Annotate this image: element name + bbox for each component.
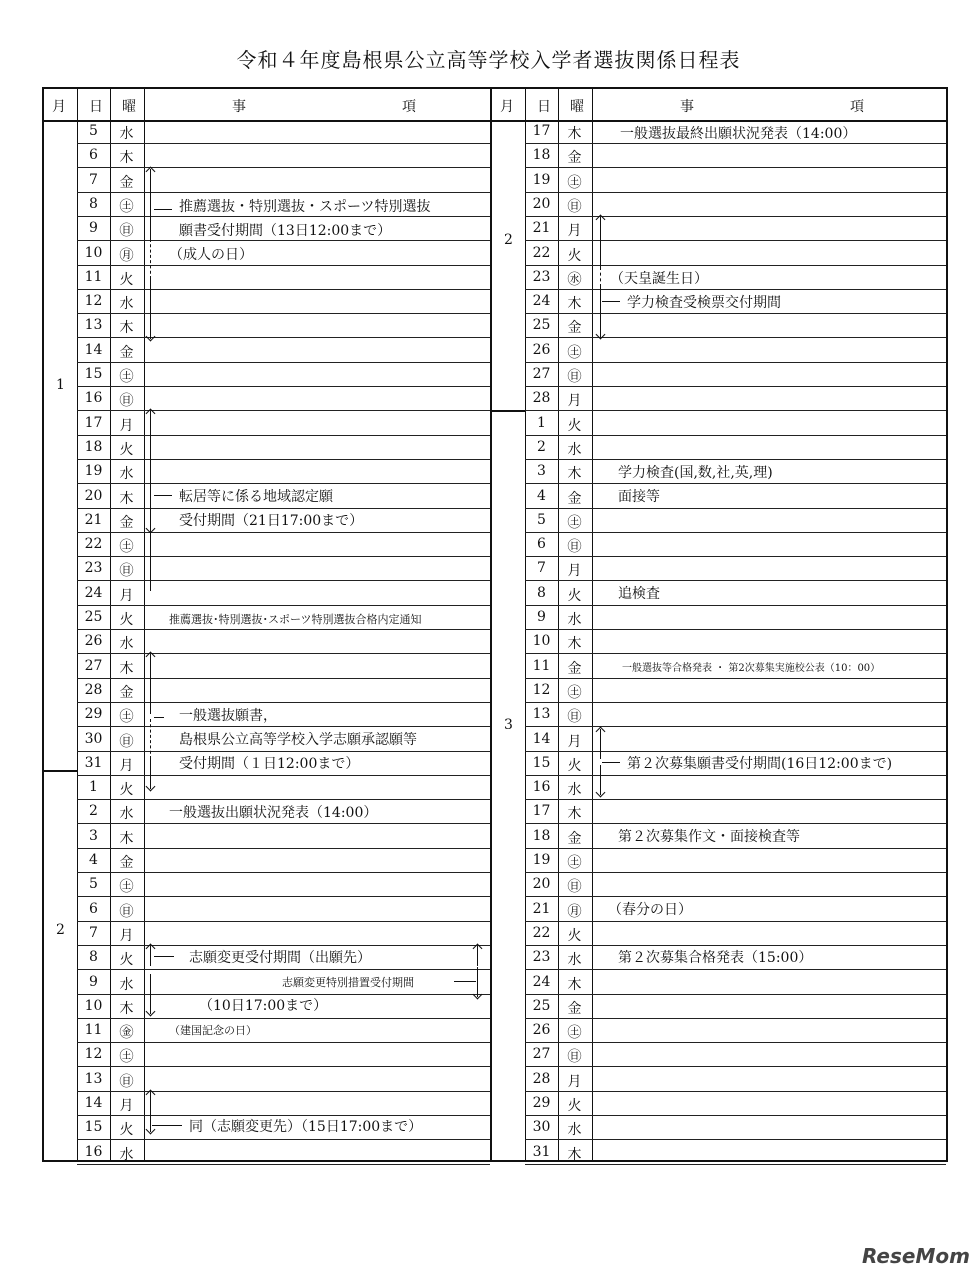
event-text: （成人の日） [169, 247, 253, 263]
weekday-cell: 水 [119, 636, 134, 653]
weekday-cell: ㊐ [567, 879, 582, 896]
day-cell: 4 [89, 852, 98, 868]
table-row [77, 703, 490, 727]
table-row [77, 582, 490, 606]
weekday-cell: ㊎ [119, 1025, 134, 1042]
table-row [525, 1116, 946, 1140]
day-cell: 7 [89, 924, 98, 941]
day-cell: 29 [532, 1095, 551, 1111]
day-cell: 12 [84, 1046, 103, 1063]
weekday-cell: 木 [119, 320, 134, 337]
table-row [77, 1141, 490, 1165]
table-row [525, 582, 946, 606]
event-text: 学力検査(国,数,社,英,理) [618, 465, 773, 481]
event-text: 一般選抜等合格発表 ・ 第2次募集実施校公表（10：00） [622, 663, 881, 674]
weekday-cell: 水 [119, 126, 134, 142]
day-cell: 3 [89, 827, 98, 844]
weekday-cell: ㊊ [567, 903, 582, 920]
day-cell: 1 [89, 779, 98, 796]
day-cell: 5 [89, 123, 98, 139]
weekday-cell: 金 [567, 490, 582, 507]
weekday-cell: 金 [567, 660, 582, 677]
weekday-cell: 月 [567, 733, 582, 750]
day-cell: 24 [532, 293, 551, 310]
header-events-a: 事 [232, 99, 246, 115]
weekday-cell: 水 [119, 466, 134, 483]
day-cell: 9 [89, 220, 98, 237]
weekday-cell: ㊏ [567, 174, 582, 191]
table-row [525, 849, 946, 873]
event-text: 第２次募集合格発表（15:00） [618, 950, 813, 966]
day-cell: 20 [84, 487, 103, 504]
event-text: （10日17:00まで） [199, 998, 328, 1014]
day-cell: 22 [532, 924, 551, 941]
weekday-cell: 木 [567, 1146, 582, 1163]
table-row [77, 120, 490, 144]
table-row [77, 679, 490, 703]
table-row [525, 557, 946, 581]
weekday-cell: ㊐ [567, 369, 582, 385]
table-row [525, 509, 946, 533]
weekday-cell: ㊐ [567, 1049, 582, 1066]
event-text: 志願変更特別措置受付期間 [282, 976, 414, 989]
weekday-cell: ㊏ [119, 709, 134, 726]
weekday-cell: 水 [119, 296, 134, 313]
day-cell: 6 [537, 536, 546, 553]
table-row [525, 387, 946, 411]
event-text: 志願変更受付期間（出願先） [189, 950, 371, 966]
event-text: 一般選抜最終出願状況発表（14:00） [620, 126, 857, 142]
day-cell: 29 [84, 706, 103, 723]
table-row [525, 436, 946, 460]
weekday-cell: ㊏ [119, 879, 134, 896]
weekday-cell: ㊏ [567, 1025, 582, 1042]
weekday-cell: 金 [119, 684, 134, 701]
weekday-cell: 月 [119, 757, 134, 774]
weekday-cell: ㊏ [119, 369, 134, 385]
table-row [77, 169, 490, 193]
weekday-cell: 木 [119, 830, 134, 847]
weekday-cell: ㊐ [119, 1073, 134, 1090]
day-cell: 13 [84, 1070, 103, 1087]
weekday-cell: 火 [119, 1122, 134, 1139]
table-row [525, 971, 946, 995]
header-month: 月 [500, 99, 514, 115]
event-text: 願書受付期間（13日12:00まで） [179, 223, 392, 239]
table-row [77, 630, 490, 654]
weekday-cell: 水 [119, 806, 134, 823]
weekday-cell: 木 [119, 660, 134, 677]
table-row [525, 800, 946, 824]
day-cell: 6 [89, 900, 98, 917]
table-row [77, 144, 490, 168]
event-text: 一般選抜願書， [179, 708, 277, 724]
event-text: 一般選抜出願状況発表（14:00） [169, 805, 378, 821]
day-cell: 19 [532, 852, 551, 868]
page-title: 令和４年度島根県公立高等学校入学者選抜関係日程表 [236, 48, 741, 72]
weekday-cell: ㊏ [119, 1049, 134, 1066]
day-cell: 22 [84, 536, 103, 553]
weekday-cell: 金 [119, 344, 134, 361]
weekday-cell: ㊏ [567, 514, 582, 531]
day-cell: 14 [84, 341, 103, 358]
table-row [77, 412, 490, 436]
day-cell: 26 [84, 633, 103, 650]
weekday-cell: 月 [119, 1098, 134, 1114]
day-cell: 27 [532, 1046, 551, 1063]
day-cell: 24 [84, 584, 103, 601]
weekday-cell: 水 [119, 1146, 134, 1163]
weekday-cell: 木 [567, 466, 582, 483]
table-row [77, 849, 490, 873]
table-row [525, 314, 946, 338]
table-row [525, 242, 946, 266]
table-row [525, 339, 946, 363]
day-cell: 16 [84, 1143, 103, 1160]
resemom-logo: ReseMom [862, 1244, 970, 1268]
weekday-cell: ㊏ [567, 344, 582, 361]
day-cell: 18 [532, 147, 551, 164]
weekday-cell: 月 [119, 927, 134, 944]
table-row [525, 1141, 946, 1165]
header-weekday: 曜 [122, 99, 136, 115]
day-cell: 25 [532, 997, 551, 1014]
day-cell: 6 [89, 147, 98, 164]
day-cell: 17 [532, 803, 551, 820]
weekday-cell: 火 [119, 782, 134, 799]
day-cell: 18 [532, 827, 551, 844]
table-row [77, 460, 490, 484]
event-text: 受付期間（１日12:00まで） [179, 756, 360, 772]
event-text: 学力検査受検票交付期間 [627, 295, 781, 311]
day-cell: 21 [532, 900, 551, 917]
weekday-cell: 水 [119, 976, 134, 993]
day-cell: 20 [532, 195, 551, 212]
table-row [77, 436, 490, 460]
month-label: 2 [504, 232, 513, 248]
day-cell: 22 [532, 244, 551, 261]
weekday-cell: 火 [119, 952, 134, 969]
event-text: 受付期間（21日17:00まで） [179, 513, 364, 529]
event-text: 推薦選抜･特別選抜･スポーツ特別選抜合格内定通知 [169, 613, 422, 626]
weekday-cell: ㊐ [567, 539, 582, 556]
day-cell: 8 [89, 195, 98, 212]
weekday-cell: ㊏ [119, 539, 134, 556]
table-row [77, 339, 490, 363]
table-row [525, 873, 946, 897]
weekday-cell: ㊐ [567, 198, 582, 215]
header-events-b: 項 [402, 99, 416, 115]
table-row [525, 1019, 946, 1043]
day-cell: 26 [532, 1022, 551, 1039]
day-cell: 7 [89, 171, 98, 188]
table-row [77, 314, 490, 338]
weekday-cell: ㊏ [119, 198, 134, 215]
table-row [525, 193, 946, 217]
table-row [77, 533, 490, 557]
day-cell: 28 [84, 681, 103, 698]
event-text: 同（志願変更先）（15日17:00まで） [189, 1119, 423, 1135]
weekday-cell: 月 [567, 393, 582, 410]
table-row [77, 898, 490, 922]
day-cell: 14 [532, 730, 551, 747]
table-row [525, 679, 946, 703]
month-label: 2 [56, 922, 65, 938]
weekday-cell: 金 [567, 320, 582, 337]
day-cell: 15 [84, 1119, 103, 1136]
day-cell: 30 [532, 1119, 551, 1136]
weekday-cell: ㊐ [119, 393, 134, 410]
schedule-table-right [490, 87, 948, 1162]
weekday-cell: 金 [119, 174, 134, 191]
table-row [77, 1019, 490, 1043]
day-cell: 15 [532, 754, 551, 771]
table-row [77, 873, 490, 897]
day-cell: 14 [84, 1095, 103, 1111]
day-cell: 31 [532, 1143, 551, 1160]
day-cell: 12 [84, 293, 103, 310]
header-day: 日 [89, 99, 103, 115]
event-text: 島根県公立高等学校入学志願承認願等 [179, 732, 417, 748]
table-row [77, 1092, 490, 1116]
day-cell: 11 [532, 657, 551, 674]
schedule-table-left [42, 87, 492, 1162]
day-cell: 12 [532, 681, 551, 698]
weekday-cell: 木 [567, 636, 582, 653]
table-row [77, 266, 490, 290]
day-cell: 10 [84, 997, 103, 1014]
table-row [77, 242, 490, 266]
table-row [525, 485, 946, 509]
weekday-cell: 木 [567, 126, 582, 142]
weekday-cell: 金 [119, 514, 134, 531]
weekday-cell: ㊌ [567, 271, 582, 288]
table-row [77, 922, 490, 946]
weekday-cell: 木 [119, 150, 134, 167]
table-row [77, 776, 490, 800]
table-row [77, 363, 490, 387]
weekday-cell: 月 [567, 223, 582, 240]
weekday-cell: 木 [119, 490, 134, 507]
event-text: 第２次募集作文・面接検査等 [618, 829, 800, 845]
table-row [525, 728, 946, 752]
day-cell: 9 [89, 973, 98, 990]
weekday-cell: 木 [567, 976, 582, 993]
header-events-b: 項 [850, 99, 864, 115]
weekday-cell: 水 [567, 952, 582, 969]
table-row [525, 1092, 946, 1116]
table-row [525, 266, 946, 290]
day-cell: 27 [84, 657, 103, 674]
weekday-cell: ㊏ [567, 684, 582, 701]
weekday-cell: 水 [567, 1122, 582, 1139]
table-row [525, 1043, 946, 1067]
day-cell: 13 [532, 706, 551, 723]
day-cell: 8 [537, 584, 546, 601]
table-row [525, 217, 946, 241]
weekday-cell: 水 [567, 441, 582, 458]
header-weekday: 曜 [570, 99, 584, 115]
weekday-cell: 火 [567, 417, 582, 434]
day-cell: 25 [84, 609, 103, 625]
weekday-cell: 金 [567, 830, 582, 847]
day-cell: 17 [84, 414, 103, 431]
weekday-cell: 月 [119, 587, 134, 604]
day-cell: 16 [532, 779, 551, 796]
weekday-cell: 火 [567, 587, 582, 604]
table-row [525, 606, 946, 630]
day-cell: 10 [84, 244, 103, 261]
day-cell: 4 [537, 487, 546, 504]
table-row [77, 290, 490, 314]
event-text: 追検査 [618, 586, 660, 602]
day-cell: 25 [532, 317, 551, 334]
month-label: 1 [56, 377, 65, 393]
event-text: 転居等に係る地域認定願 [179, 489, 333, 505]
table-row [77, 387, 490, 411]
weekday-cell: ㊐ [567, 709, 582, 726]
day-cell: 3 [537, 463, 546, 480]
header-events-a: 事 [680, 99, 694, 115]
weekday-cell: 月 [567, 1073, 582, 1090]
day-cell: 21 [84, 511, 103, 528]
table-row [525, 1068, 946, 1092]
table-row [77, 655, 490, 679]
event-text: 第２次募集願書受付期間(16日12:00まで) [627, 756, 893, 772]
day-cell: 23 [532, 949, 551, 966]
event-text: 推薦選抜・特別選抜・スポーツ特別選抜 [179, 199, 431, 215]
weekday-cell: 火 [567, 247, 582, 264]
table-row [525, 533, 946, 557]
day-cell: 11 [84, 268, 103, 285]
day-cell: 30 [84, 730, 103, 747]
weekday-cell: 火 [119, 441, 134, 458]
table-row [525, 995, 946, 1019]
weekday-cell: 火 [119, 271, 134, 288]
event-text: （建国記念の日） [169, 1024, 257, 1037]
day-cell: 20 [532, 876, 551, 893]
table-row [525, 412, 946, 436]
event-text: （春分の日） [608, 902, 692, 918]
day-cell: 28 [532, 1070, 551, 1087]
day-cell: 17 [532, 123, 551, 139]
table-row [525, 169, 946, 193]
day-cell: 8 [89, 949, 98, 966]
weekday-cell: 水 [567, 782, 582, 799]
day-cell: 16 [84, 390, 103, 407]
table-row [525, 630, 946, 654]
weekday-cell: ㊐ [119, 223, 134, 240]
weekday-cell: 火 [567, 757, 582, 774]
day-cell: 26 [532, 341, 551, 358]
event-text: （天皇誕生日） [610, 271, 708, 287]
day-cell: 23 [84, 560, 103, 577]
event-text: 面接等 [618, 489, 660, 505]
weekday-cell: ㊊ [119, 247, 134, 264]
weekday-cell: 火 [567, 1098, 582, 1114]
weekday-cell: 火 [119, 612, 134, 628]
day-cell: 7 [537, 560, 546, 577]
table-row [77, 1068, 490, 1092]
day-cell: 13 [84, 317, 103, 334]
weekday-cell: 金 [567, 1000, 582, 1017]
weekday-cell: 木 [567, 806, 582, 823]
day-cell: 31 [84, 754, 103, 771]
weekday-cell: ㊐ [119, 563, 134, 580]
weekday-cell: 金 [567, 150, 582, 167]
weekday-cell: ㊏ [567, 855, 582, 871]
table-row [525, 898, 946, 922]
header-month: 月 [52, 99, 66, 115]
day-cell: 2 [89, 803, 98, 820]
table-row [525, 922, 946, 946]
month-label: 3 [504, 717, 513, 733]
weekday-cell: 月 [567, 563, 582, 580]
day-cell: 19 [84, 463, 103, 480]
table-row [77, 825, 490, 849]
day-cell: 5 [89, 876, 98, 893]
day-cell: 1 [537, 414, 546, 431]
weekday-cell: 木 [119, 1000, 134, 1017]
weekday-cell: 水 [567, 612, 582, 628]
day-cell: 18 [84, 438, 103, 455]
day-cell: 2 [537, 438, 546, 455]
table-row [525, 776, 946, 800]
weekday-cell: ㊐ [119, 733, 134, 750]
day-cell: 24 [532, 973, 551, 990]
table-row [77, 557, 490, 581]
day-cell: 19 [532, 171, 551, 188]
header-day: 日 [537, 99, 551, 115]
day-cell: 9 [537, 609, 546, 625]
weekday-cell: ㊐ [119, 903, 134, 920]
weekday-cell: 木 [567, 296, 582, 313]
weekday-cell: 月 [119, 417, 134, 434]
table-header [492, 89, 946, 122]
day-cell: 15 [84, 366, 103, 382]
day-cell: 10 [532, 633, 551, 650]
table-row [525, 363, 946, 387]
table-row [525, 144, 946, 168]
day-cell: 28 [532, 390, 551, 407]
weekday-cell: 火 [567, 927, 582, 944]
table-row [525, 703, 946, 727]
day-cell: 21 [532, 220, 551, 237]
table-row [77, 1043, 490, 1067]
day-cell: 23 [532, 268, 551, 285]
day-cell: 5 [537, 511, 546, 528]
day-cell: 27 [532, 366, 551, 382]
day-cell: 11 [84, 1022, 103, 1039]
weekday-cell: 金 [119, 855, 134, 871]
